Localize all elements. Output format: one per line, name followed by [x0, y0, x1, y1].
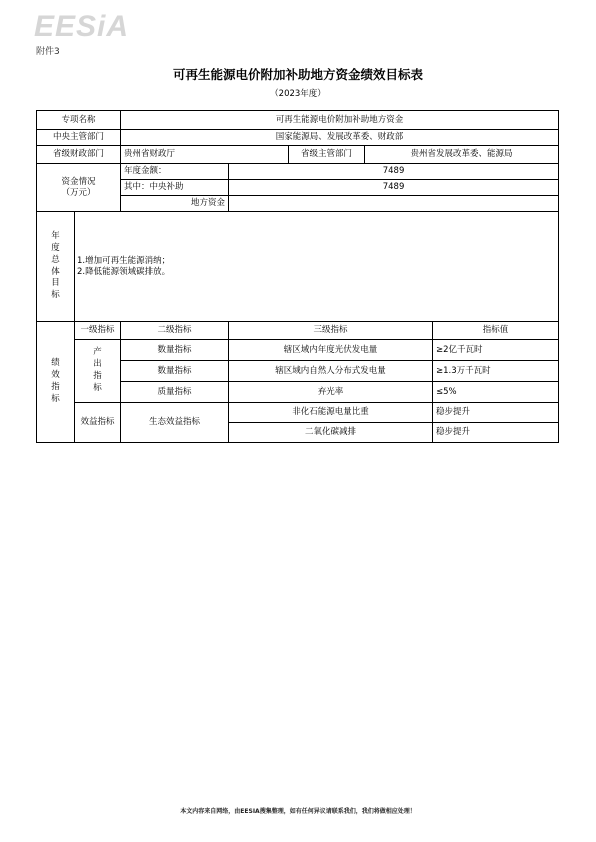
local-funds-label: 地方资金 — [121, 196, 229, 212]
output-label-text: 产出指标 — [93, 347, 102, 393]
level2-cell: 数量指标 — [121, 361, 229, 382]
page-title: 可再生能源电价附加补助地方资金绩效目标表 — [172, 67, 423, 82]
value-cell: ≤5% — [433, 382, 559, 403]
prov-dept-value: 贵州省发展改革委、能源局 — [365, 146, 559, 164]
project-name-value: 可再生能源电价附加补助地方资金 — [121, 111, 559, 130]
performance-target-table — [36, 110, 559, 443]
row-indicator-header — [37, 322, 559, 340]
indicator-row — [37, 403, 559, 423]
value-cell: ≥2亿千瓦时 — [433, 340, 559, 361]
row-provincial-depts — [37, 146, 559, 164]
year-subtitle: （2023年度） — [270, 89, 326, 99]
level3-cell: 非化石能源电量比重 — [229, 403, 433, 423]
level3-cell: 二氧化碳减排 — [229, 423, 433, 443]
row-project-name — [37, 111, 559, 130]
level3-cell: 弃光率 — [229, 382, 433, 403]
funds-label-text: 资金情况 — [61, 177, 96, 188]
row-annual-goal — [37, 212, 559, 322]
local-funds-value — [229, 196, 559, 212]
level3-cell: 辖区域内年度光伏发电量 — [229, 340, 433, 361]
attachment-label: 附件3 — [36, 47, 60, 57]
funds-unit: （万元） — [61, 187, 96, 198]
annual-goal-label — [37, 212, 75, 322]
row-annual-amount — [37, 164, 559, 180]
benefit-label: 效益指标 — [75, 403, 121, 443]
central-dept-label: 中央主管部门 — [37, 130, 121, 146]
output-label — [75, 340, 121, 403]
prov-finance-label: 省级财政部门 — [37, 146, 121, 164]
col-level3-header: 三级指标 — [229, 322, 433, 340]
central-dept-value: 国家能源局、发展改革委、财政部 — [121, 130, 559, 146]
col-level1-header: 一级指标 — [75, 322, 121, 340]
project-name-label: 专项名称 — [37, 111, 121, 130]
level2-cell: 数量指标 — [121, 340, 229, 361]
level2-cell: 质量指标 — [121, 382, 229, 403]
value-cell: ≥1.3万千瓦时 — [433, 361, 559, 382]
eesia-logo: EESiA — [34, 10, 130, 43]
annual-amount-label: 年度金额： — [121, 164, 229, 180]
perf-label-text: 绩效指标 — [51, 358, 60, 404]
goal-item: 2.降低能源领域碳排放。 — [77, 266, 171, 277]
value-cell: 稳步提升 — [433, 423, 559, 443]
col-level2-header: 二级指标 — [121, 322, 229, 340]
footer-notice: 本文内容来自网络，由EESIA搜集整理，如有任何异议请联系我们，我们将做相应处理！ — [180, 808, 416, 815]
annual-goal-content — [75, 212, 559, 322]
prov-dept-label: 省级主管部门 — [289, 146, 365, 164]
annual-amount-value: 7489 — [229, 164, 559, 180]
col-value-header: 指标值 — [433, 322, 559, 340]
prov-finance-value: 贵州省财政厅 — [121, 146, 289, 164]
funds-label — [37, 164, 121, 212]
perf-label — [37, 322, 75, 443]
level3-cell: 辖区域内自然人分布式发电量 — [229, 361, 433, 382]
central-subsidy-label: 其中：中央补助 — [121, 180, 229, 196]
row-central-dept — [37, 130, 559, 146]
goal-item: 1.增加可再生能源消纳； — [77, 256, 171, 267]
central-subsidy-value: 7489 — [229, 180, 559, 196]
indicator-row — [37, 340, 559, 361]
value-cell: 稳步提升 — [433, 403, 559, 423]
annual-goal-label-text: 年度总体目标 — [51, 230, 60, 301]
eco-label: 生态效益指标 — [121, 403, 229, 443]
